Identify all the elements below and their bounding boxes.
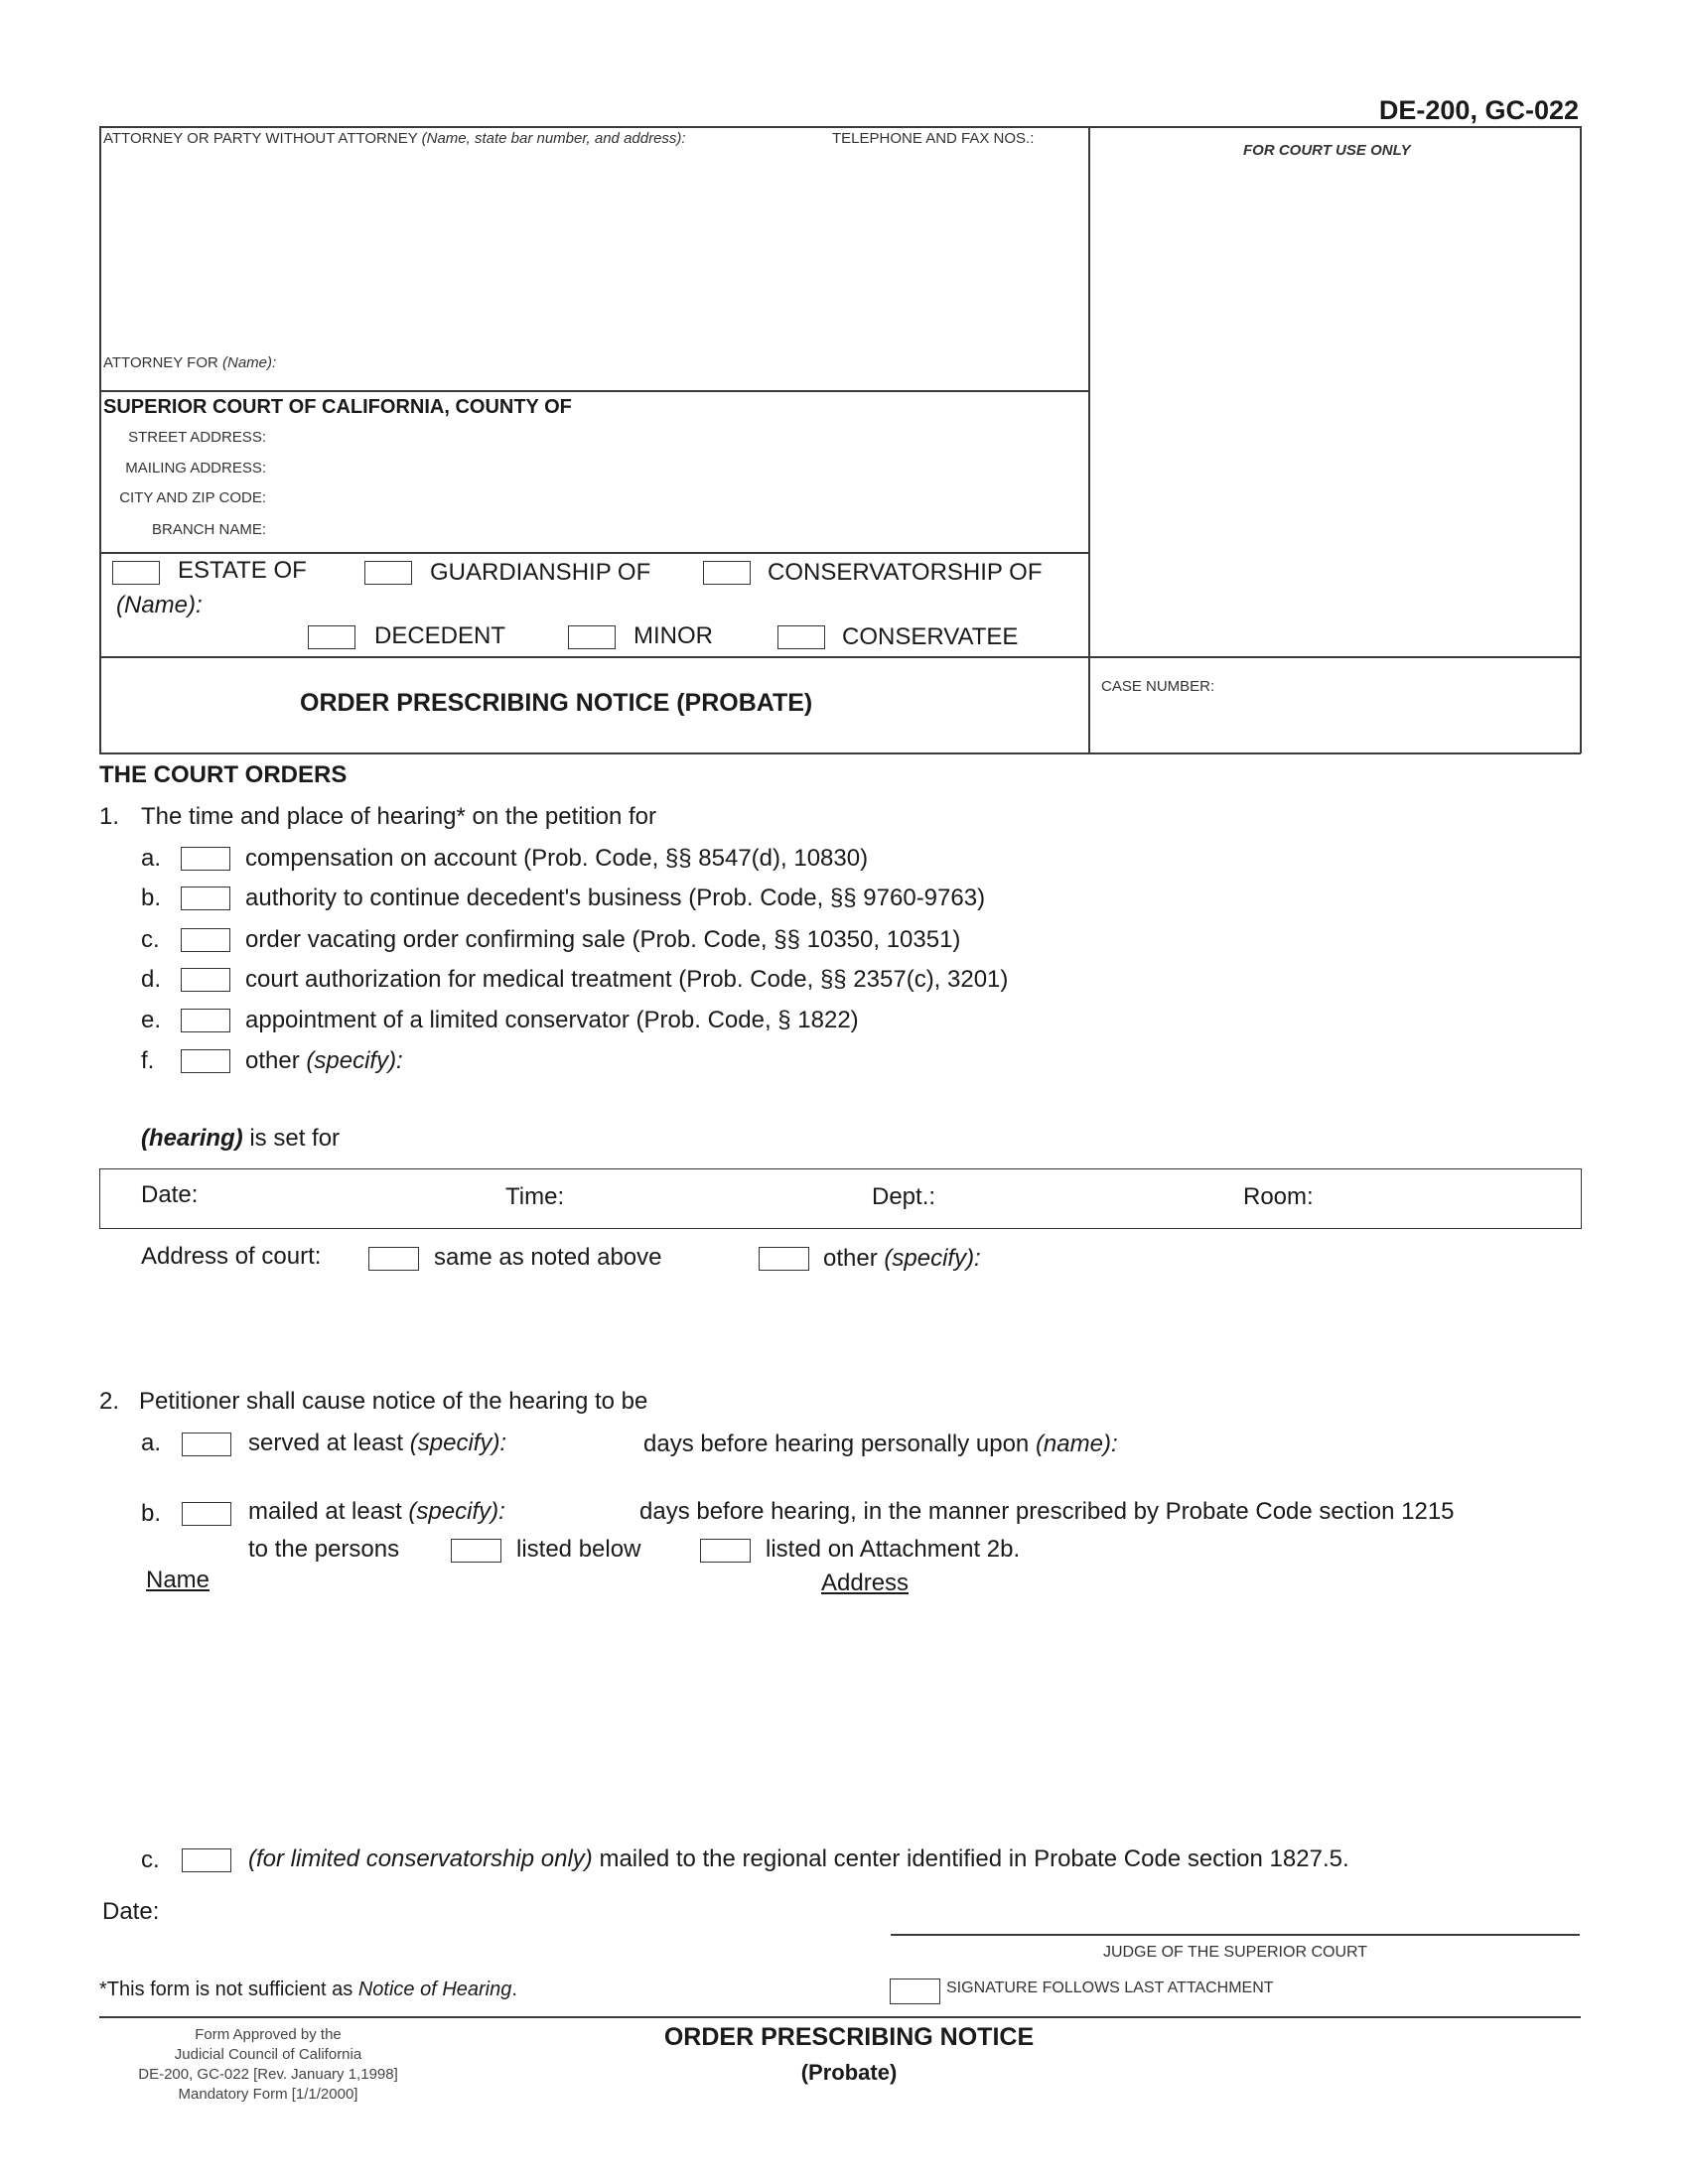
notice-c-letter: c. bbox=[141, 1846, 160, 1873]
signature-follows-label: SIGNATURE FOLLOWS LAST ATTACHMENT bbox=[946, 1979, 1274, 1996]
option-letter: d. bbox=[141, 966, 162, 993]
option-letter: b. bbox=[141, 885, 162, 911]
address-other-label: other (specify): bbox=[823, 1245, 981, 1272]
served-days-text: days before hearing personally upon (name): bbox=[643, 1431, 1118, 1457]
listed-attachment-checkbox[interactable] bbox=[700, 1539, 751, 1563]
header-bottom-border bbox=[99, 752, 1581, 754]
form-title: ORDER PRESCRIBING NOTICE (PROBATE) bbox=[300, 689, 813, 717]
item2-text: Petitioner shall cause notice of the hearing to be bbox=[139, 1388, 648, 1415]
regional-center-text: (for limited conservatorship only) mailed to the regional center identified in Probate Code section 1827.5. bbox=[248, 1845, 1349, 1872]
regional-center-checkbox[interactable] bbox=[182, 1848, 231, 1872]
hearing-details-box bbox=[99, 1168, 1582, 1229]
city-zip-label: CITY AND ZIP CODE: bbox=[119, 489, 266, 506]
option-b-text: authority to continue decedent's business (Prob. Code, §§ 9760-9763) bbox=[245, 885, 986, 911]
minor-checkbox[interactable] bbox=[568, 625, 616, 649]
mailed-days-text: days before hearing, in the manner prescribed by Probate Code section 1215 bbox=[639, 1498, 1455, 1525]
notice-a-letter: a. bbox=[141, 1430, 162, 1456]
option-c-checkbox[interactable] bbox=[181, 928, 230, 952]
option-a-checkbox[interactable] bbox=[181, 847, 230, 871]
estate-of-checkbox[interactable] bbox=[112, 561, 160, 585]
address-of-court-label: Address of court: bbox=[141, 1243, 322, 1270]
option-c-text: order vacating order confirming sale (Prob. Code, §§ 10350, 10351) bbox=[245, 926, 961, 953]
address-column-header: Address bbox=[821, 1570, 910, 1596]
mailed-text: mailed at least (specify): bbox=[248, 1498, 505, 1525]
to-the-persons: to the persons bbox=[248, 1536, 400, 1563]
listed-attachment-label: listed on Attachment 2b. bbox=[766, 1536, 1021, 1563]
item1-number: 1. bbox=[99, 803, 120, 830]
address-other-checkbox[interactable] bbox=[759, 1247, 809, 1271]
header-divider bbox=[1088, 126, 1090, 753]
option-d-checkbox[interactable] bbox=[181, 968, 230, 992]
minor-label: MINOR bbox=[633, 622, 713, 649]
conservatee-checkbox[interactable] bbox=[777, 625, 825, 649]
conservatorship-of-label: CONSERVATORSHIP OF bbox=[768, 559, 1043, 586]
same-as-above-checkbox[interactable] bbox=[368, 1247, 419, 1271]
conservatee-label: CONSERVATEE bbox=[842, 623, 1019, 650]
disclaimer: *This form is not sufficient as Notice of Hearing. bbox=[99, 1979, 517, 2000]
attorney-court-divider bbox=[99, 390, 1089, 392]
mailed-checkbox[interactable] bbox=[182, 1502, 231, 1526]
court-title: SUPERIOR COURT OF CALIFORNIA, COUNTY OF bbox=[103, 396, 572, 418]
option-e-text: appointment of a limited conservator (Prob. Code, § 1822) bbox=[245, 1007, 859, 1033]
option-f-text: other (specify): bbox=[245, 1047, 403, 1074]
court-orders-heading: THE COURT ORDERS bbox=[99, 761, 348, 788]
court-caption-divider bbox=[99, 552, 1089, 554]
attorney-for-label: ATTORNEY FOR (Name): bbox=[103, 354, 277, 371]
option-letter: c. bbox=[141, 926, 160, 953]
option-letter: f. bbox=[141, 1047, 155, 1074]
judge-signature-line bbox=[891, 1934, 1580, 1936]
hearing-time-label: Time: bbox=[505, 1183, 565, 1210]
listed-below-checkbox[interactable] bbox=[451, 1539, 501, 1563]
form-id: DE-200, GC-022 bbox=[1378, 95, 1579, 125]
approved-line-4: Mandatory Form [1/1/2000] bbox=[178, 2086, 358, 2103]
option-b-checkbox[interactable] bbox=[181, 887, 230, 910]
header-right-border bbox=[1580, 126, 1582, 753]
mailing-address-label: MAILING ADDRESS: bbox=[125, 460, 266, 477]
guardianship-of-label: GUARDIANSHIP OF bbox=[430, 559, 651, 586]
item1-text: The time and place of hearing* on the petition for bbox=[141, 803, 656, 830]
telephone-label: TELEPHONE AND FAX NOS.: bbox=[832, 130, 1035, 147]
hearing-set-for: (hearing) is set for bbox=[141, 1125, 341, 1152]
court-use-label: FOR COURT USE ONLY bbox=[1243, 142, 1411, 159]
footer-date-label: Date: bbox=[102, 1898, 160, 1925]
option-a-text: compensation on account (Prob. Code, §§ 8547(d), 10830) bbox=[245, 845, 869, 872]
same-as-above-label: same as noted above bbox=[434, 1244, 662, 1271]
conservatorship-of-checkbox[interactable] bbox=[703, 561, 751, 585]
approved-line-3: DE-200, GC-022 [Rev. January 1,1998] bbox=[138, 2066, 398, 2083]
approved-line-1: Form Approved by the bbox=[195, 2026, 342, 2043]
approved-line-2: Judicial Council of California bbox=[174, 2046, 362, 2063]
footer-rule bbox=[99, 2016, 1581, 2018]
name-column-header: Name bbox=[146, 1567, 211, 1593]
option-e-checkbox[interactable] bbox=[181, 1009, 230, 1032]
option-f-checkbox[interactable] bbox=[181, 1049, 230, 1073]
served-text: served at least (specify): bbox=[248, 1430, 507, 1456]
caption-name-label: (Name): bbox=[116, 592, 203, 618]
served-checkbox[interactable] bbox=[182, 1433, 231, 1456]
option-letter: a. bbox=[141, 845, 162, 872]
option-letter: e. bbox=[141, 1007, 162, 1033]
decedent-checkbox[interactable] bbox=[308, 625, 355, 649]
header-top-border bbox=[99, 126, 1581, 128]
estate-of-label: ESTATE OF bbox=[178, 557, 307, 584]
hearing-room-label: Room: bbox=[1243, 1183, 1314, 1210]
listed-below-label: listed below bbox=[516, 1536, 641, 1563]
case-number-label: CASE NUMBER: bbox=[1101, 678, 1215, 695]
item2-number: 2. bbox=[99, 1388, 120, 1415]
footer-title: ORDER PRESCRIBING NOTICE bbox=[663, 2023, 1035, 2051]
decedent-label: DECEDENT bbox=[374, 622, 506, 649]
judge-label: JUDGE OF THE SUPERIOR COURT bbox=[1102, 1944, 1368, 1961]
signature-follows-checkbox[interactable] bbox=[890, 1979, 940, 2004]
guardianship-of-checkbox[interactable] bbox=[364, 561, 412, 585]
hearing-date-label: Date: bbox=[141, 1181, 199, 1208]
caption-title-divider bbox=[99, 656, 1581, 658]
street-address-label: STREET ADDRESS: bbox=[128, 429, 266, 446]
notice-b-letter: b. bbox=[141, 1500, 162, 1527]
footer-subtitle: (Probate) bbox=[800, 2060, 898, 2085]
hearing-dept-label: Dept.: bbox=[872, 1183, 936, 1210]
branch-name-label: BRANCH NAME: bbox=[151, 521, 266, 538]
attorney-label: ATTORNEY OR PARTY WITHOUT ATTORNEY (Name, state bar number, and address): bbox=[103, 130, 686, 147]
form-approval-block bbox=[99, 2025, 437, 2105]
option-d-text: court authorization for medical treatment (Prob. Code, §§ 2357(c), 3201) bbox=[245, 966, 1009, 993]
